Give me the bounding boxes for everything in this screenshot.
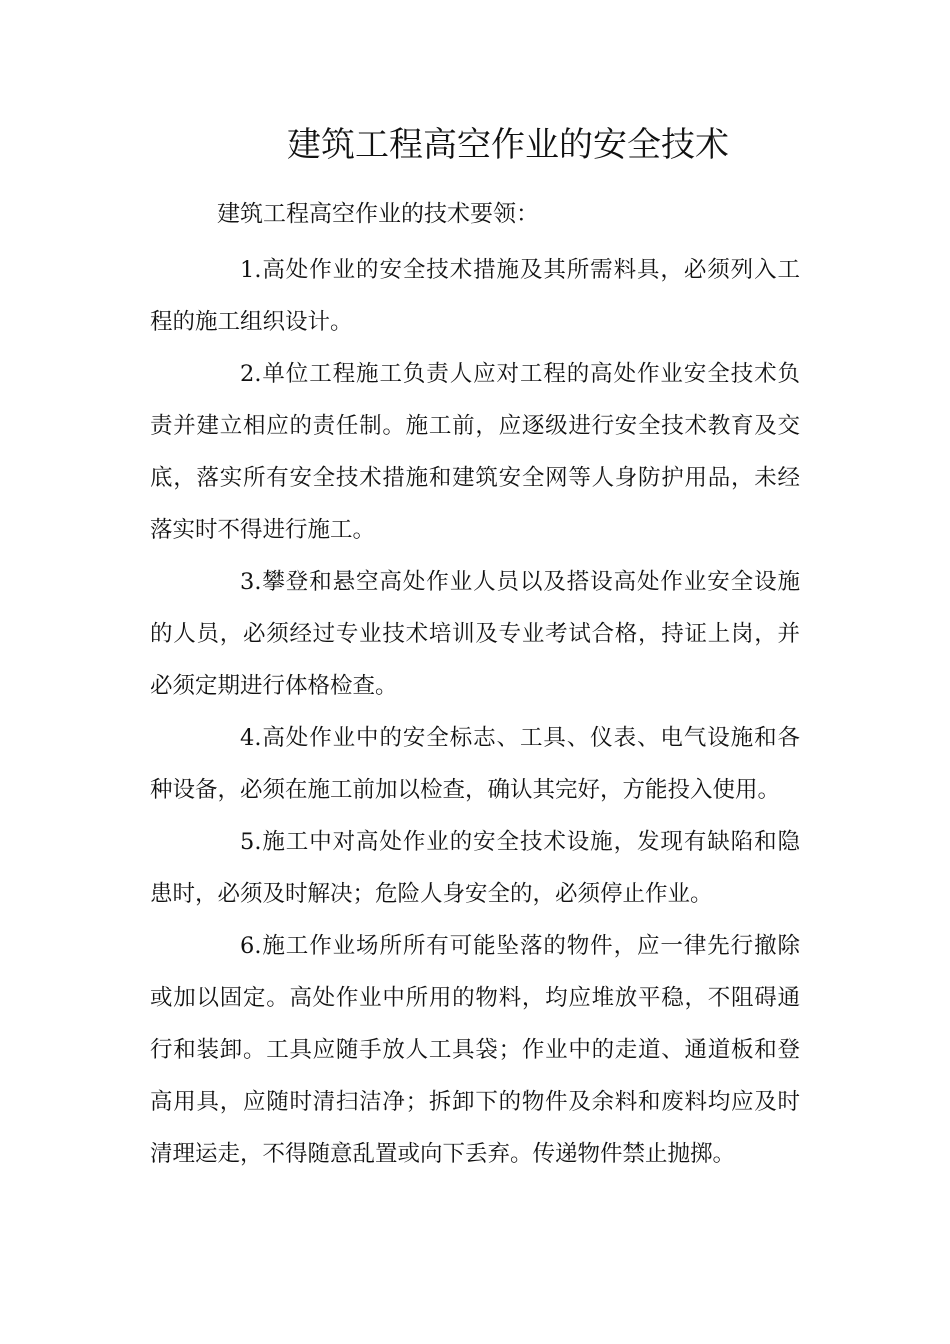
document-body	[150, 244, 800, 1180]
paragraph-2: 2.单位工程施工负责人应对工程的高处作业安全技术负责并建立相应的责任制。施工前，应逐级进行安全技术教育及交底，落实所有安全技术措施和建筑安全网等人身防护用品，未经落实时不得进行施工。	[150, 361, 800, 543]
paragraph-1: 1.高处作业的安全技术措施及其所需料具，必须列入工程的施工组织设计。	[150, 257, 800, 335]
paragraph-3: 3.攀登和悬空高处作业人员以及搭设高处作业安全设施的人员，必须经过专业技术培训及专业考试合格，持证上岗，并必须定期进行体格检查。	[150, 569, 800, 699]
paragraph-6: 6.施工作业场所所有可能坠落的物件，应一律先行撤除或加以固定。高处作业中所用的物料，均应堆放平稳，不阻碍通行和装卸。工具应随手放人工具袋；作业中的走道、通道板和登高用具，应随时清扫洁净；拆卸下的物件及余料和废料均应及时清理运走，不得随意乱置或向下丢弃。传递物件禁止抛掷。	[150, 933, 800, 1167]
document-title: 建筑工程高空作业的安全技术	[287, 125, 729, 165]
intro-line: 建筑工程高空作业的技术要领：	[217, 201, 539, 227]
paragraph-5: 5.施工中对高处作业的安全技术设施，发现有缺陷和隐患时，必须及时解决；危险人身安全的，必须停止作业。	[150, 829, 800, 907]
paragraph-4: 4.高处作业中的安全标志、工具、仪表、电气设施和各种设备，必须在施工前加以检查，确认其完好，方能投入使用。	[150, 725, 800, 803]
